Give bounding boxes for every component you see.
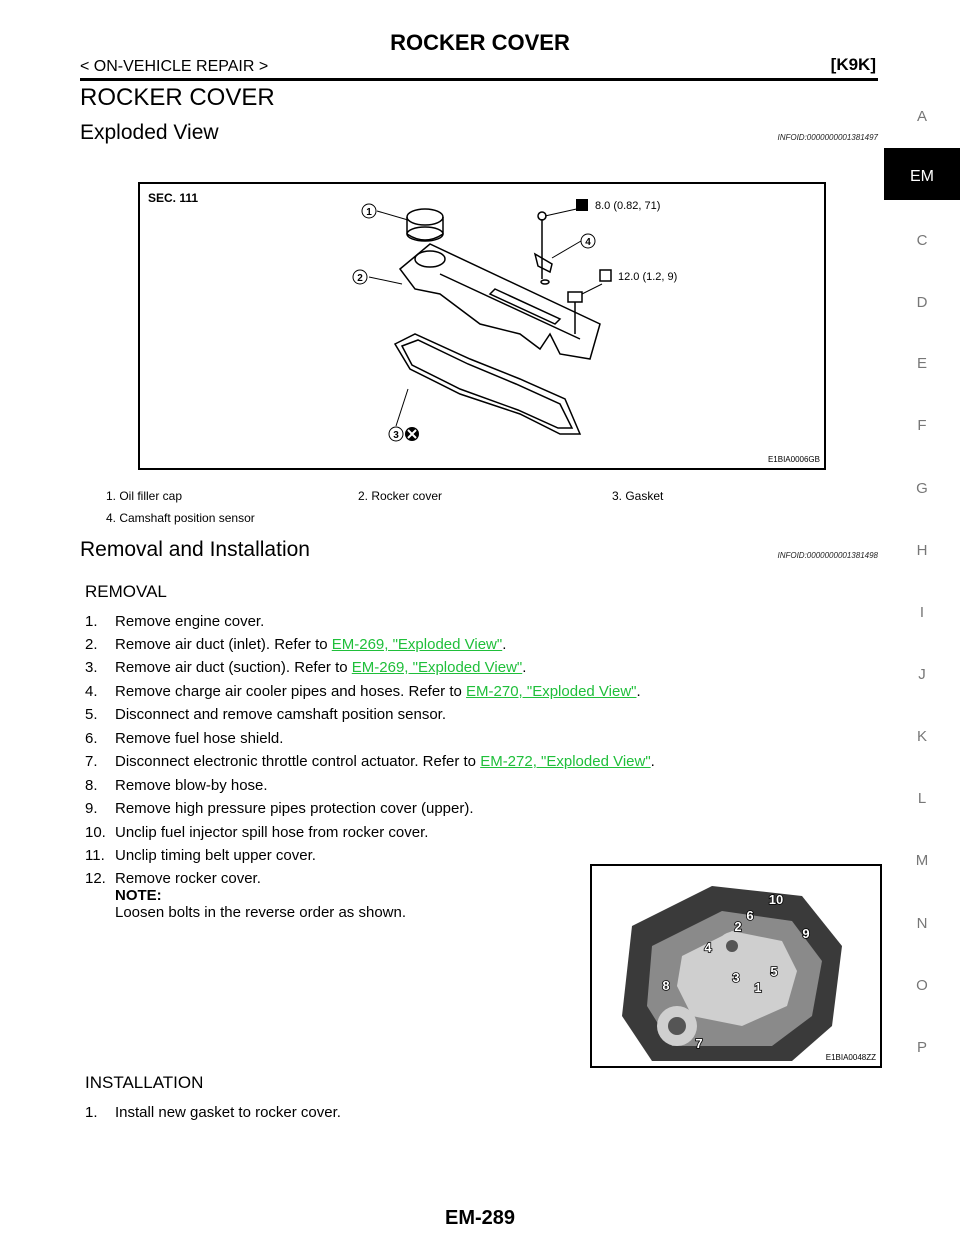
side-tab-k[interactable]: K <box>916 728 927 745</box>
bolt-number-4: 4 <box>704 940 712 955</box>
oil-filler-cap-drawing <box>407 209 443 241</box>
note-label: NOTE: <box>115 887 162 904</box>
bolt-number-2: 2 <box>734 919 742 934</box>
step-5: 5. Disconnect and remove camshaft position sensor. <box>85 706 447 723</box>
side-tab-e[interactable]: E <box>916 355 927 372</box>
sec-label: SEC. 111 <box>148 191 199 205</box>
engine-photo <box>592 866 880 1066</box>
exploded-view-figure <box>138 182 826 470</box>
step-7: 7. Disconnect electronic throttle control actuator. Refer to EM-272, "Exploded View". <box>85 753 655 770</box>
side-tab-a[interactable]: A <box>916 108 927 125</box>
callout-4: 4 <box>585 237 591 248</box>
torque-wrench-icon <box>576 199 588 211</box>
side-tab-c[interactable]: C <box>916 232 928 249</box>
caption-3: 3. Gasket <box>612 489 664 503</box>
side-tab-f[interactable]: F <box>917 417 927 434</box>
exploded-view-drawing <box>140 184 824 468</box>
step-12: 12. Remove rocker cover. <box>85 870 261 887</box>
ref-link-em269[interactable]: EM-269, "Exploded View" <box>351 659 523 676</box>
ref-link-em270[interactable]: EM-270, "Exploded View" <box>466 683 637 700</box>
exploded-view-heading: Exploded View <box>80 121 219 144</box>
ref-link-em269[interactable]: EM-269, "Exploded View" <box>331 636 503 653</box>
torque-wrench-icon <box>600 270 611 281</box>
step-11: 11. Unclip timing belt upper cover. <box>85 847 316 864</box>
page-header-title: ROCKER COVER <box>390 30 570 55</box>
step-8: 8. Remove blow-by hose. <box>85 777 268 794</box>
torque-value-1: 8.0 (0.82, 71) <box>595 200 661 212</box>
callout-2: 2 <box>357 273 363 284</box>
side-tab-o[interactable]: O <box>916 977 928 994</box>
removal-installation-heading: Removal and Installation <box>80 538 310 561</box>
header-code: [K9K] <box>830 55 876 74</box>
side-tab-em[interactable]: EM <box>884 148 960 200</box>
side-tab-j[interactable]: J <box>918 666 926 683</box>
callout-1: 1 <box>366 207 372 218</box>
note-text: Loosen bolts in the reverse order as shown. <box>115 904 406 921</box>
side-tab-g[interactable]: G <box>916 480 928 497</box>
callout-3: 3 <box>393 430 399 441</box>
bolt-order-figure <box>590 864 882 1068</box>
leader-lines <box>369 208 602 426</box>
removal-installation-infoid: INFOID:0000000001381498 <box>777 551 878 560</box>
header-subtitle: < ON-VEHICLE REPAIR > <box>80 58 269 75</box>
ref-link-em272[interactable]: EM-272, "Exploded View" <box>480 753 651 770</box>
photo-figure-code: E1BIA0048ZZ <box>825 1053 876 1062</box>
installation-heading: INSTALLATION <box>85 1073 204 1092</box>
step-10: 10. Unclip fuel injector spill hose from rocker cover. <box>85 824 429 841</box>
header-rule <box>80 78 878 81</box>
side-tab-p[interactable]: P <box>916 1039 927 1056</box>
caption-1: 1. Oil filler cap <box>106 489 183 503</box>
side-tab-h[interactable]: H <box>916 542 928 559</box>
side-tab-n[interactable]: N <box>916 915 928 932</box>
bolt-number-5: 5 <box>770 964 778 979</box>
bolt-number-9: 9 <box>802 926 810 941</box>
bolt-number-7: 7 <box>695 1036 703 1051</box>
bolt-number-6: 6 <box>746 908 754 923</box>
step-3: 3. Remove air duct (suction). Refer to EM-269, "Exploded View". <box>85 659 527 676</box>
gasket-drawing <box>395 334 580 434</box>
side-tab-m[interactable]: M <box>915 852 929 869</box>
install-step-1: 1. Install new gasket to rocker cover. <box>85 1104 341 1121</box>
bolt-number-8: 8 <box>662 978 670 993</box>
side-tab-l[interactable]: L <box>917 790 927 807</box>
bolt-number-1: 1 <box>754 980 762 995</box>
page-number: EM-289 <box>444 1207 516 1229</box>
step-2: 2. Remove air duct (inlet). Refer to EM-269, "Exploded View". <box>85 636 507 653</box>
side-tab-d[interactable]: D <box>916 294 928 311</box>
removal-heading: REMOVAL <box>85 582 167 601</box>
exploded-view-infoid: INFOID:0000000001381497 <box>777 133 878 142</box>
side-tab-i[interactable]: I <box>919 604 925 621</box>
step-1: 1. Remove engine cover. <box>85 613 265 630</box>
torque-value-2: 12.0 (1.2, 9) <box>618 271 678 283</box>
step-6: 6. Remove fuel hose shield. <box>85 730 284 747</box>
bolt-number-10: 10 <box>768 892 784 907</box>
replace-symbol-icon <box>405 427 419 441</box>
bolt-number-3: 3 <box>732 970 740 985</box>
caption-4: 4. Camshaft position sensor <box>106 511 255 525</box>
section-title: ROCKER COVER <box>80 84 275 111</box>
step-4: 4. Remove charge air cooler pipes and hoses. Refer to EM-270, "Exploded View". <box>85 683 641 700</box>
caption-2: 2. Rocker cover <box>358 489 443 503</box>
step-9: 9. Remove high pressure pipes protection cover (upper). <box>85 800 474 817</box>
figure-code: E1BIA0006GB <box>767 455 820 464</box>
bolts-drawing <box>535 212 582 334</box>
